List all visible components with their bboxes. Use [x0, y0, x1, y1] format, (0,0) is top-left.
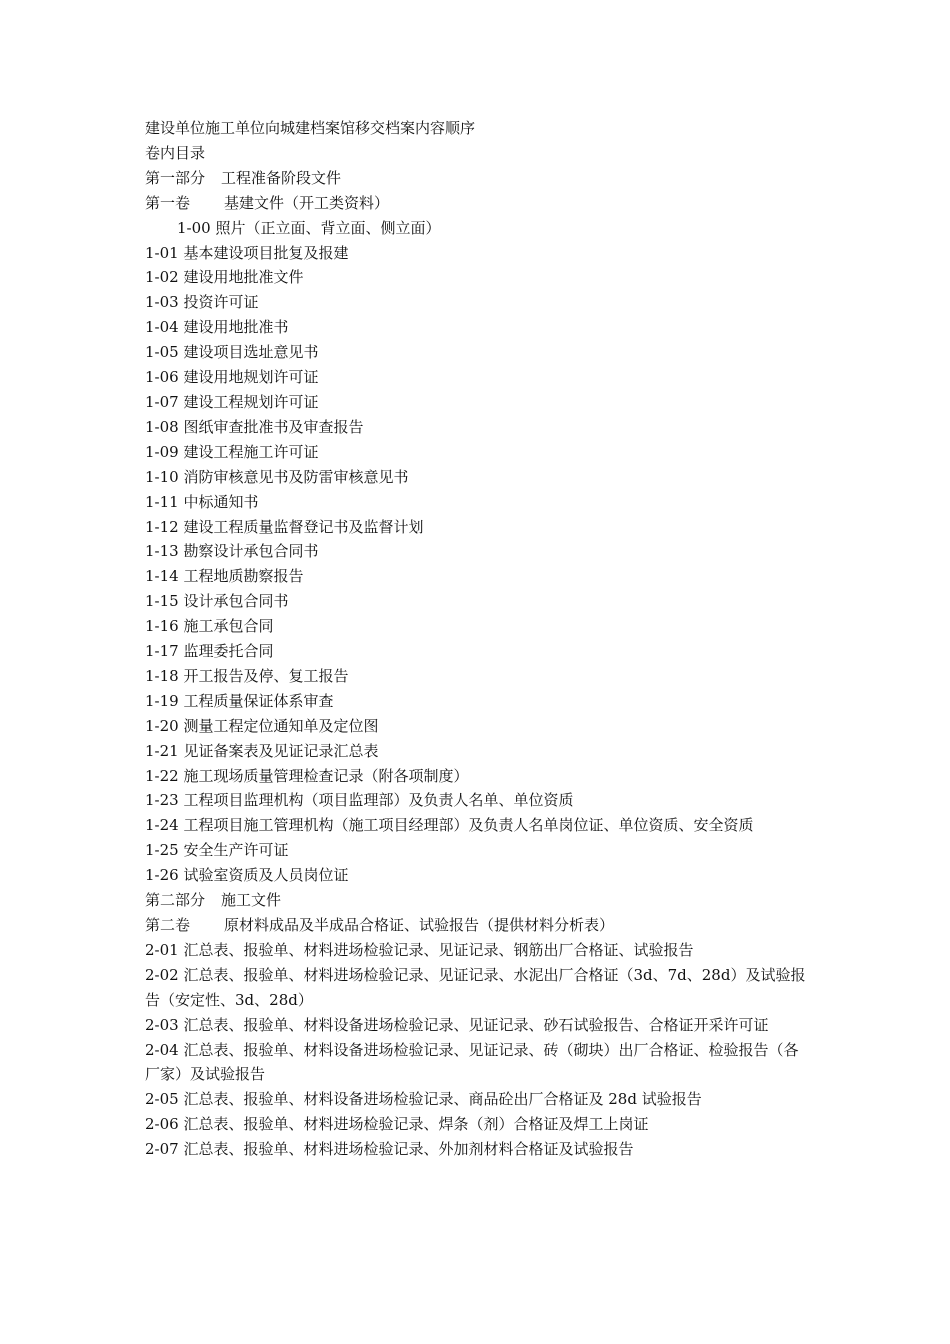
- list-item: 1-17 监理委托合同: [145, 642, 274, 661]
- volume-2-label: 第二卷: [145, 916, 191, 934]
- part-2-label: 第二部分: [145, 891, 206, 910]
- list-item: 1-10 消防审核意见书及防雷审核意见书: [145, 467, 409, 486]
- list-item: 1-07 建设工程规划许可证: [145, 392, 319, 411]
- list-item: 1-23 工程项目监理机构（项目监理部）及负责人名单、单位资质: [145, 791, 574, 810]
- list-item: 1-11 中标通知书: [145, 492, 259, 511]
- list-item: 1-03 投资许可证: [145, 293, 259, 312]
- volume-2-name: 原材料成品及半成品合格证、试验报告（提供材料分析表）: [224, 916, 615, 934]
- list-item: 1-05 建设项目选址意见书: [145, 343, 319, 362]
- list-item: 1-14 工程地质勘察报告: [145, 567, 304, 586]
- list-item: 1-08 图纸审查批准书及审查报告: [145, 417, 364, 436]
- part-2-name: 施工文件: [221, 891, 282, 910]
- part-1-name: 工程准备阶段文件: [221, 168, 342, 187]
- list-item: 1-20 测量工程定位通知单及定位图: [145, 716, 379, 735]
- list-item: 1-19 工程质量保证体系审查: [145, 691, 334, 710]
- list-item: 1-15 设计承包合同书: [145, 592, 289, 611]
- list-item: 1-13 勘察设计承包合同书: [145, 542, 319, 561]
- part-1-label: 第一部分: [145, 168, 206, 187]
- list-item: 1-26 试验室资质及人员岗位证: [145, 866, 349, 885]
- list-item-1-00: 1-00 照片（正立面、背立面、侧立面）: [177, 218, 441, 237]
- volume-1-name: 基建文件（开工类资料）: [224, 193, 390, 212]
- list-item: 2-04 汇总表、报验单、材料设备进场检验记录、见证记录、砖（砌块）出厂合格证、检验报告（各厂家）及试验报告: [145, 1040, 799, 1084]
- list-item: 2-05 汇总表、报验单、材料设备进场检验记录、商品砼出厂合格证及 28d 试验报告: [145, 1090, 702, 1109]
- list-item: 1-01 基本建设项目批复及报建: [145, 243, 349, 262]
- list-item: 1-04 建设用地批准书: [145, 318, 289, 337]
- volume-1-heading: [145, 191, 810, 216]
- list-item: 1-12 建设工程质量监督登记书及监督计划: [145, 517, 424, 536]
- list-item: 1-16 施工承包合同: [145, 617, 274, 636]
- list-item: 1-06 建设用地规划许可证: [145, 368, 319, 387]
- document-subtitle: 卷内目录: [145, 143, 206, 162]
- list-item: 1-25 安全生产许可证: [145, 841, 289, 860]
- list-item: 2-02 汇总表、报验单、材料进场检验记录、见证记录、水泥出厂合格证（3d、7d、28d）及试验报告（安定性、3d、28d）: [145, 965, 806, 1009]
- list-item: 2-01 汇总表、报验单、材料进场检验记录、见证记录、钢筋出厂合格证、试验报告: [145, 940, 694, 959]
- document-title: 建设单位施工单位向城建档案馆移交档案内容顺序: [145, 119, 476, 137]
- list-item: 1-02 建设用地批准文件: [145, 268, 304, 287]
- document-body: [145, 116, 810, 1162]
- list-item: 1-09 建设工程施工许可证: [145, 442, 319, 461]
- part-2-heading: [145, 888, 810, 913]
- list-item: 1-18 开工报告及停、复工报告: [145, 666, 349, 685]
- list-item: 1-22 施工现场质量管理检查记录（附各项制度）: [145, 766, 469, 785]
- list-item: 2-03 汇总表、报验单、材料设备进场检验记录、见证记录、砂石试验报告、合格证开采许可证: [145, 1015, 769, 1034]
- list-item: 2-07 汇总表、报验单、材料进场检验记录、外加剂材料合格证及试验报告: [145, 1140, 634, 1159]
- list-item: 2-06 汇总表、报验单、材料进场检验记录、焊条（剂）合格证及焊工上岗证: [145, 1115, 649, 1134]
- volume-2-heading: [145, 913, 810, 938]
- list-item: 1-21 见证备案表及见证记录汇总表: [145, 741, 379, 760]
- part-1-heading: [145, 166, 810, 191]
- list-volume-2: [145, 938, 810, 1162]
- list-item: 1-24 工程项目施工管理机构（施工项目经理部）及负责人名单岗位证、单位资质、安全资质: [145, 816, 754, 835]
- list-volume-1: [145, 241, 810, 889]
- volume-1-label: 第一卷: [145, 193, 191, 212]
